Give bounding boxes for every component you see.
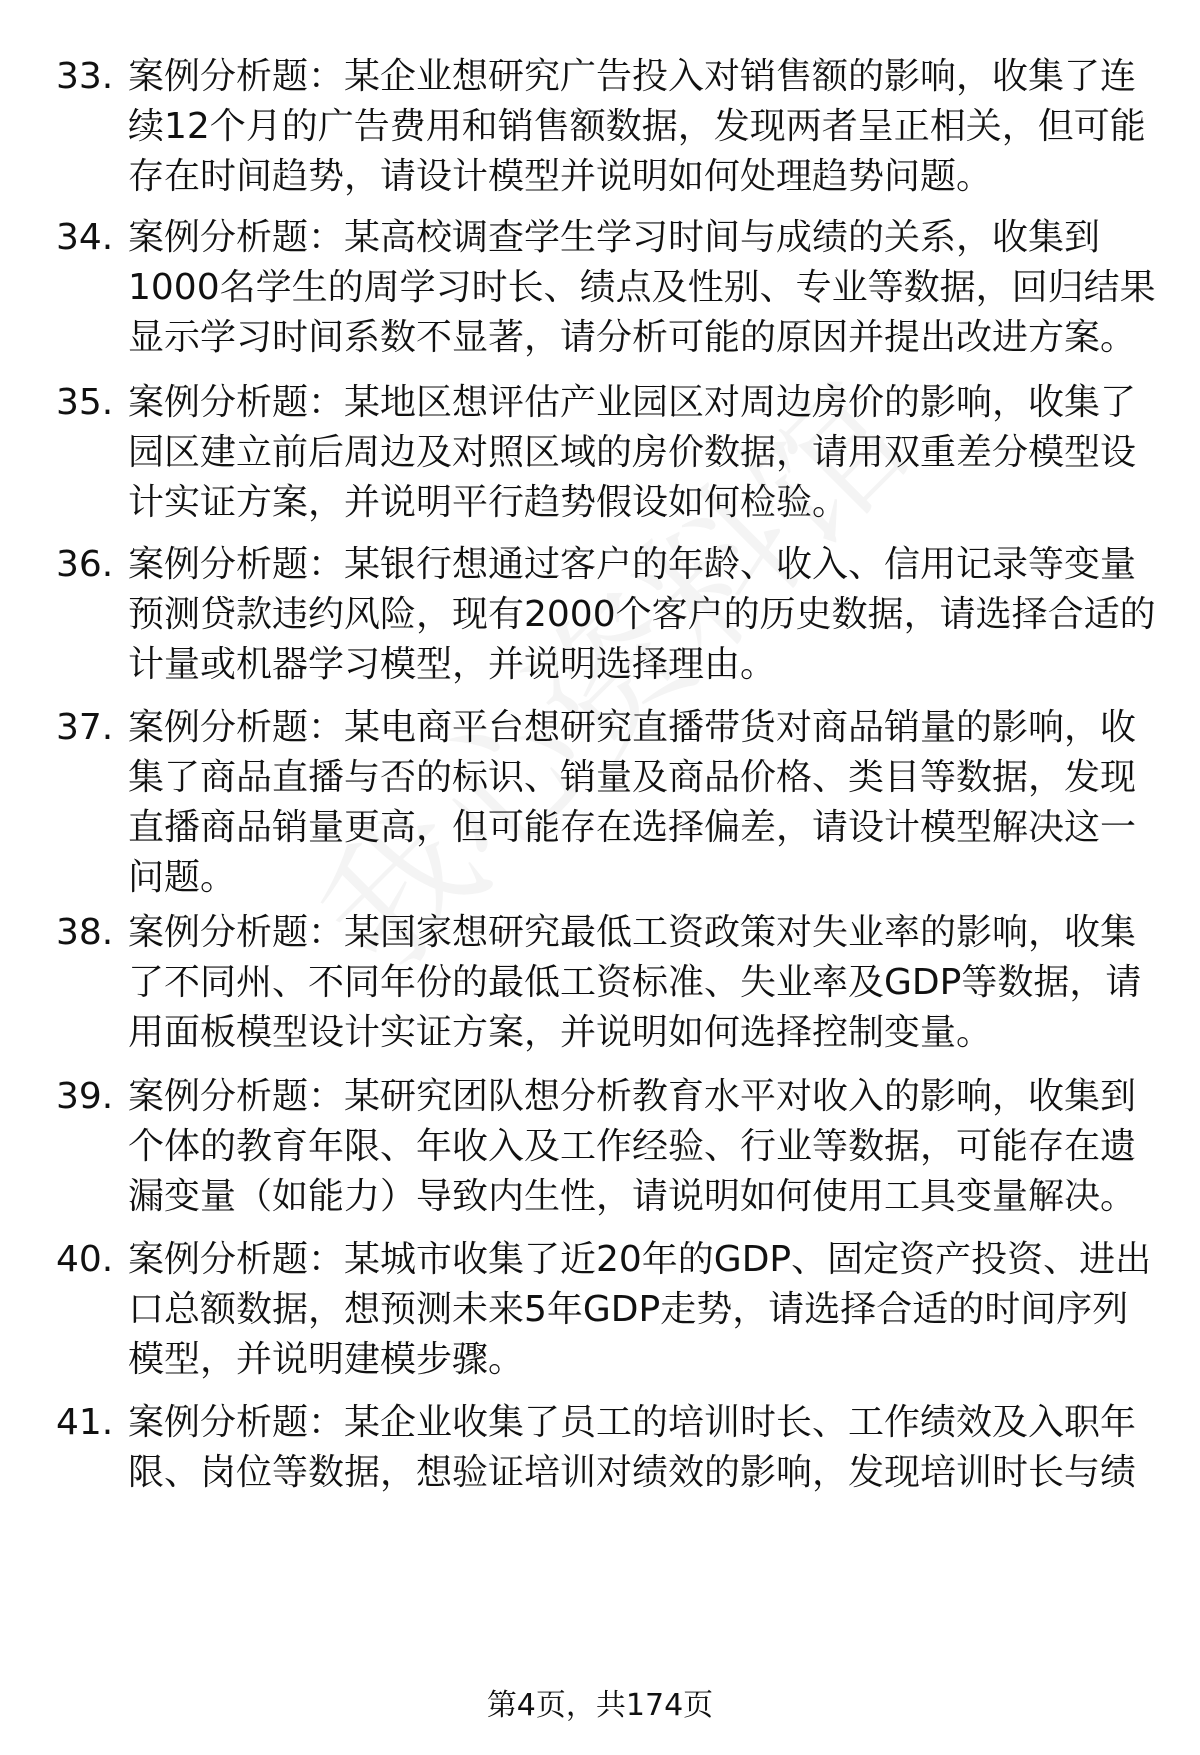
question-text-line: 案例分析题：某城市收集了近20年的GDP、固定资产投资、进出 <box>128 1239 1152 1280</box>
question-number: 40. <box>56 1239 114 1280</box>
page-footer: 第4页，共174页 <box>486 1688 714 1723</box>
question-text-line: 计量或机器学习模型，并说明选择理由。 <box>128 644 777 685</box>
question-text-line: 口总额数据，想预测未来5年GDP走势，请选择合适的时间序列 <box>128 1289 1129 1330</box>
question-text-line: 漏变量（如能力）导致内生性，请说明如何使用工具变量解决。 <box>128 1176 1137 1217</box>
question-text-line: 案例分析题：某国家想研究最低工资政策对失业率的影响，收集 <box>128 912 1137 953</box>
question-text-line: 集了商品直播与否的标识、销量及商品价格、类目等数据，发现 <box>128 757 1137 798</box>
question-text-line: 案例分析题：某高校调查学生学习时间与成绩的关系，收集到 <box>128 217 1101 258</box>
question-number: 37. <box>56 707 114 748</box>
question-text-line: 案例分析题：某地区想评估产业园区对周边房价的影响，收集了 <box>128 382 1137 423</box>
question-text-line: 限、岗位等数据，想验证培训对绩效的影响，发现培训时长与绩 <box>128 1452 1137 1493</box>
question-text-line: 案例分析题：某银行想通过客户的年龄、收入、信用记录等变量 <box>128 544 1137 585</box>
question-text-line: 计实证方案，并说明平行趋势假设如何检验。 <box>128 482 849 523</box>
question-text-line: 问题。 <box>128 857 237 898</box>
question-text-line: 续12个月的广告费用和销售额数据，发现两者呈正相关，但可能 <box>128 106 1146 147</box>
question-number: 33. <box>56 56 114 97</box>
question-text-line: 直播商品销量更高，但可能存在选择偏差，请设计模型解决这一 <box>128 807 1137 848</box>
question-text-line: 园区建立前后周边及对照区域的房价数据，请用双重差分模型设 <box>128 432 1137 473</box>
question-number: 35. <box>56 382 114 423</box>
question-text-line: 了不同州、不同年份的最低工资标准、失业率及GDP等数据，请 <box>128 962 1142 1003</box>
question-number: 36. <box>56 544 114 585</box>
question-text-line: 存在时间趋势，请设计模型并说明如何处理趋势问题。 <box>128 156 993 197</box>
question-number: 38. <box>56 912 114 953</box>
question-text-line: 案例分析题：某研究团队想分析教育水平对收入的影响，收集到 <box>128 1076 1137 1117</box>
question-text-line: 案例分析题：某企业收集了员工的培训时长、工作绩效及入职年 <box>128 1402 1137 1443</box>
question-number: 41. <box>56 1402 114 1443</box>
question-number: 39. <box>56 1076 114 1117</box>
question-text-line: 显示学习时间系数不显著，请分析可能的原因并提出改进方案。 <box>128 317 1137 358</box>
question-text-line: 预测贷款违约风险，现有2000个客户的历史数据，请选择合适的 <box>128 594 1156 635</box>
question-text-line: 案例分析题：某电商平台想研究直播带货对商品销量的影响，收 <box>128 707 1137 748</box>
question-text-line: 案例分析题：某企业想研究广告投入对销售额的影响，收集了连 <box>128 56 1137 97</box>
question-text-line: 个体的教育年限、年收入及工作经验、行业等数据，可能存在遗 <box>128 1126 1137 1167</box>
question-number: 34. <box>56 217 114 258</box>
question-text-line: 模型，并说明建模步骤。 <box>128 1339 525 1380</box>
question-text-line: 用面板模型设计实证方案，并说明如何选择控制变量。 <box>128 1012 993 1053</box>
question-text-line: 1000名学生的周学习时长、绩点及性别、专业等数据，回归结果 <box>128 267 1156 308</box>
